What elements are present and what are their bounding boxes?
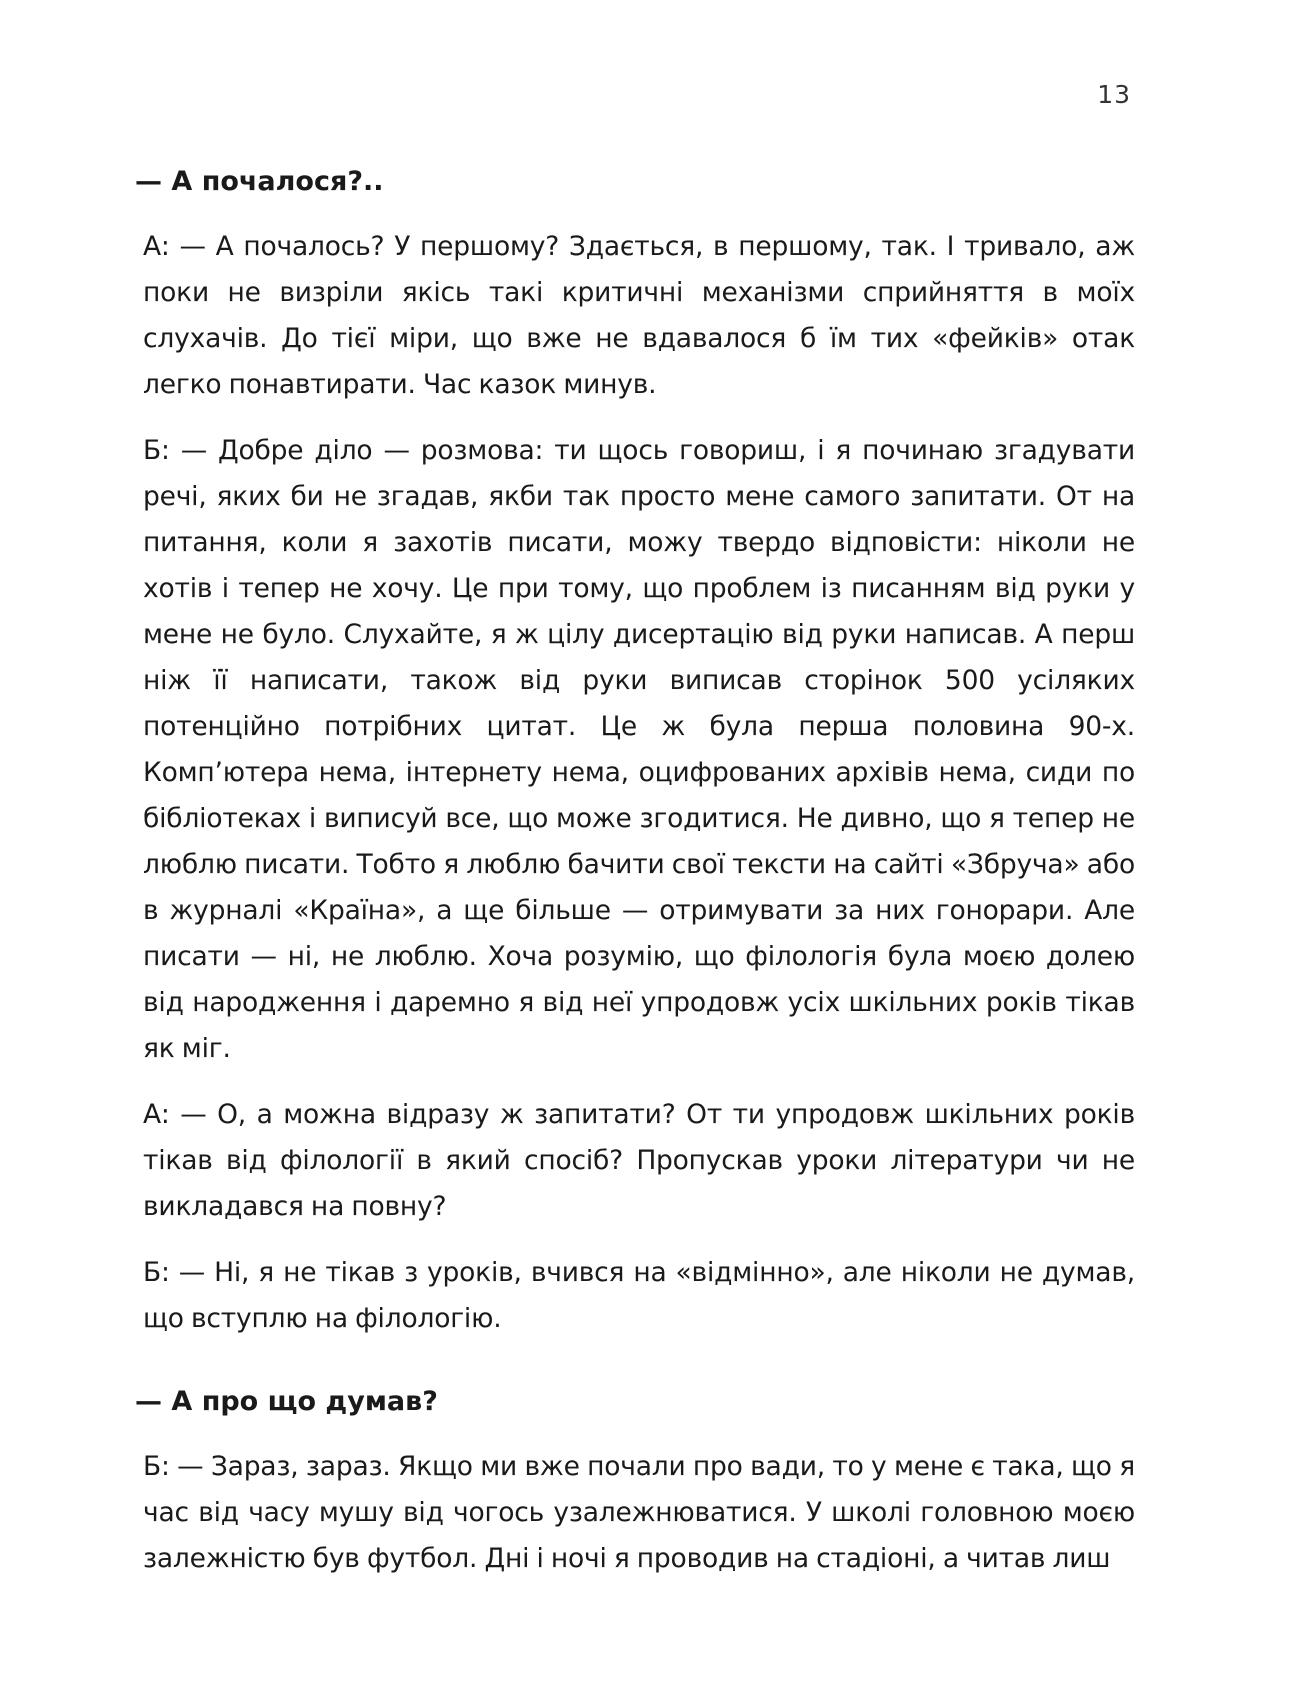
answer-paragraph: Б: — Зараз, зараз. Якщо ми вже почали про вади, то у мене є така, що я час від часу мушу від чогось узалежнюватися. У школі головною моєю залежністю був футбол. Дні і ночі я проводив на стадіоні, а читав лиш	[143, 1451, 1135, 1574]
answer-paragraph: А: — О, а можна відразу ж запитати? От ти упродовж шкільних років тікав від філології в який спосіб? Пропускав уроки літератури чи не викладався на повну?	[143, 1099, 1135, 1222]
question-heading: — А почалося?..	[135, 166, 384, 197]
answer-paragraph: Б: — Добре діло — розмова: ти щось говориш, і я починаю згадувати речі, яких би не згадав, якби так просто мене самого запитати. От на питання, коли я захотів писати, можу твердо відповісти: ніколи не хотів і тепер не хочу. Це при тому, що проблем із писанням від руки у мене не було. Слухайте, я ж цілу дисертацію від руки написав. А перш ніж її написати, також від руки виписав сторінок 500 усіляких потенційно потрібних цитат. Це ж була перша половина 90-х. Комп’ютера нема, інтернету нема, оцифрованих архівів нема, сиди по бібліотеках і виписуй все, що може згодитися. Не дивно, що я тепер не люблю писати. Тобто я люблю бачити свої тексти на сайті «Збруча» або в журналі «Країна», а ще більше — отримувати за них гонорари. Але писати — ні, не люблю. Хоча розумію, що філологія була моєю долею від народження і даремно я від неї упродовж усіх шкільних років тікав як міг.	[143, 435, 1135, 1064]
page-body	[135, 160, 1135, 1602]
answer-paragraph: Б: — Ні, я не тікав з уроків, вчився на «відмінно», але ніколи не думав, що вступлю на філологію.	[143, 1257, 1135, 1334]
page-number: 13	[1097, 80, 1131, 109]
answer-paragraph: А: — А почалось? У першому? Здається, в першому, так. І тривало, аж поки не визріли якісь такі критичні механізми сприйняття в моїх слухачів. До тієї міри, що вже не вдавалося б їм тих «фейків» отак легко понавтирати. Час казок минув.	[143, 231, 1135, 400]
question-heading: — А про що думав?	[135, 1386, 438, 1417]
